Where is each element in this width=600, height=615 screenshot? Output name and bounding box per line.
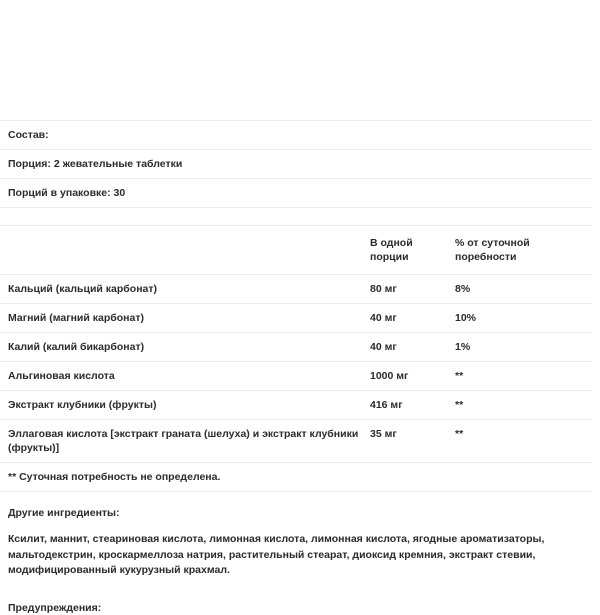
table-row xyxy=(0,390,592,419)
other-ingredients-text: Ксилит, маннит, стеариновая кислота, лимонная кислота, лимонная кислота, ягодные ароматизаторы, мальтодекстрин, кроскармеллоза натрия, растительный стеарат, диоксид кремния, экстракт стевии, модифицированный кукурузный крахмал. xyxy=(8,533,545,576)
nutrient-amount: 40 мг xyxy=(370,312,397,324)
nutrient-daily-value: ** xyxy=(455,399,464,411)
supplement-facts-panel xyxy=(0,120,592,492)
table-header-row xyxy=(0,225,592,274)
table-header-amount: В одной порции xyxy=(370,237,413,263)
table-row xyxy=(0,361,592,390)
nutrient-amount: 416 мг xyxy=(370,399,403,411)
top-whitespace xyxy=(0,0,600,120)
nutrient-amount: 1000 мг xyxy=(370,370,409,382)
nutrient-name: Кальций (кальций карбонат) xyxy=(8,283,158,295)
table-footnote: ** Суточная потребность не определена. xyxy=(8,471,221,483)
table-header-daily-value: % от суточной поребности xyxy=(455,237,530,263)
nutrient-name: Калий (калий бикарбонат) xyxy=(8,341,145,353)
nutrient-name: Альгиновая кислота xyxy=(8,370,115,382)
serving-size-label: Порция: 2 жевательные таблетки xyxy=(8,158,183,170)
table-row xyxy=(0,419,592,462)
nutrient-amount: 35 мг xyxy=(370,428,397,440)
table-row xyxy=(0,303,592,332)
composition-label: Состав: xyxy=(8,129,49,141)
nutrient-daily-value: ** xyxy=(455,428,464,440)
nutrient-daily-value: 10% xyxy=(455,312,477,324)
servings-per-container-label: Порций в упаковке: 30 xyxy=(8,187,126,199)
table-row xyxy=(0,332,592,361)
composition-row xyxy=(0,120,592,149)
nutrient-name: Магний (магний карбонат) xyxy=(8,312,144,324)
other-ingredients-section xyxy=(0,506,600,615)
serving-size-row xyxy=(0,149,592,178)
other-ingredients-heading: Другие ингредиенты: xyxy=(8,507,120,519)
nutrient-daily-value: ** xyxy=(455,370,464,382)
nutrient-amount: 80 мг xyxy=(370,283,397,295)
table-footnote-row xyxy=(0,462,592,492)
nutrient-name: Эллаговая кислота [экстракт граната (шелуха) и экстракт клубники (фрукты)] xyxy=(8,428,359,454)
nutrient-amount: 40 мг xyxy=(370,341,397,353)
servings-per-container-row xyxy=(0,178,592,207)
table-header-nutrient xyxy=(0,226,370,246)
panel-gap xyxy=(0,207,592,225)
nutrient-daily-value: 1% xyxy=(455,341,471,353)
nutrient-name: Экстракт клубники (фрукты) xyxy=(8,399,157,411)
warnings-heading: Предупреждения: xyxy=(8,601,102,614)
nutrient-daily-value: 8% xyxy=(455,283,471,295)
table-row xyxy=(0,274,592,303)
